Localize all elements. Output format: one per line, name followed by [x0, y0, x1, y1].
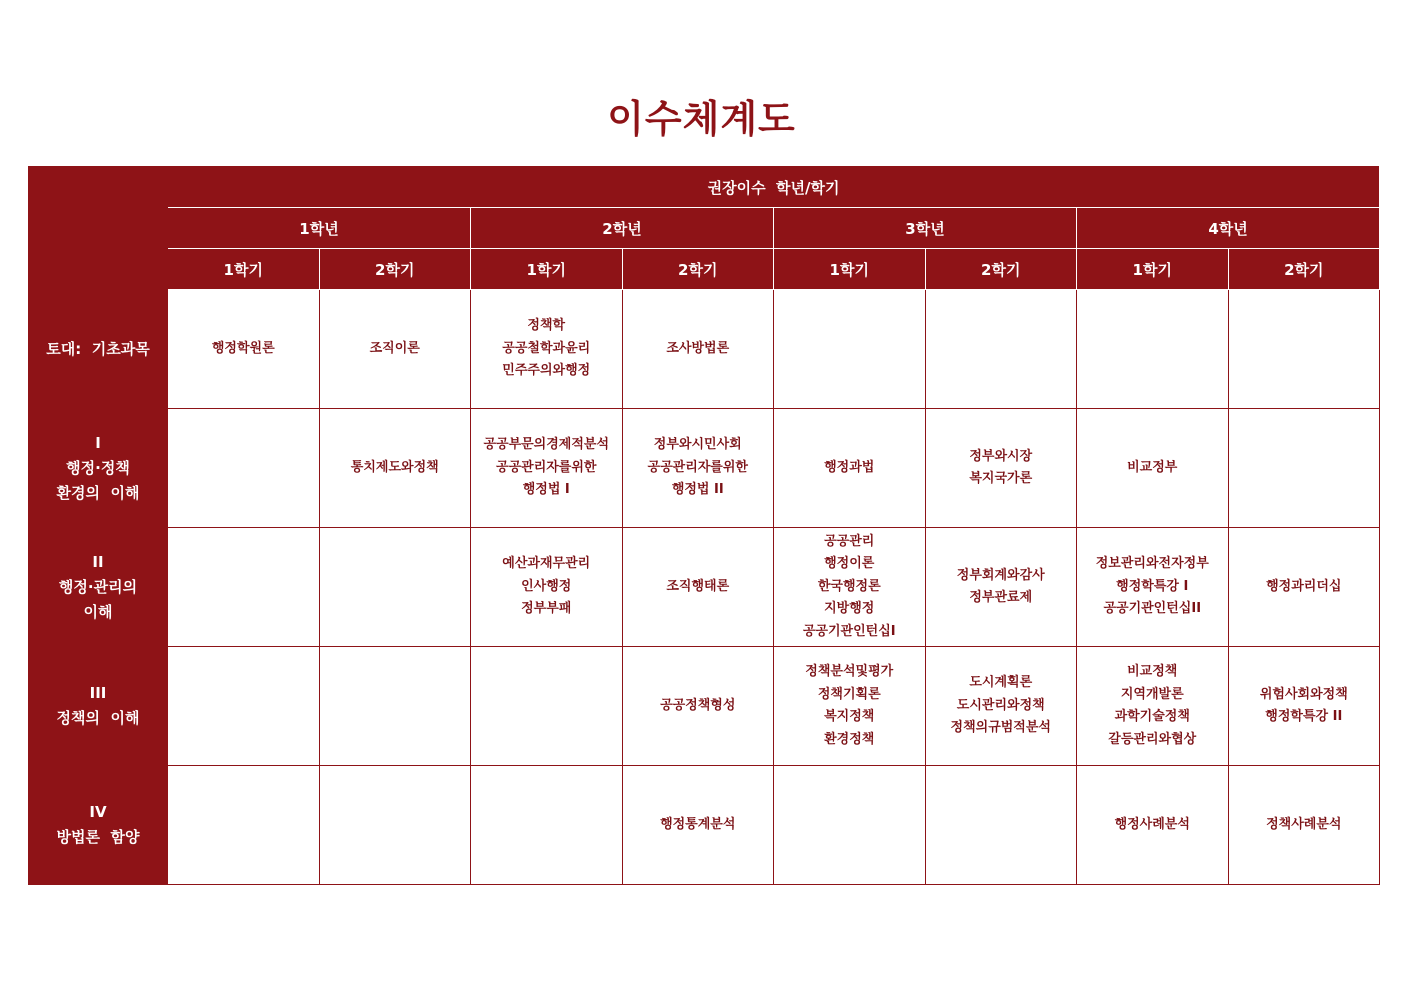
year-header: 3학년 — [774, 208, 1077, 249]
course-name: 행정이론 — [824, 556, 875, 572]
course-name: 정보관리와전자정부 — [1095, 556, 1209, 572]
course-cell — [622, 528, 774, 647]
course-name: 정부와시민사회 — [653, 437, 742, 453]
course-name: 행정학특강 I — [1116, 578, 1189, 594]
course-name: 과학기술정책 — [1114, 709, 1190, 724]
table-body — [29, 290, 1380, 885]
course-cell — [471, 647, 623, 766]
category-label — [29, 647, 168, 766]
course-cell — [471, 290, 623, 409]
course-name: 행정법 I — [522, 482, 570, 498]
course-name: 지방행정 — [824, 601, 875, 617]
category-label-line: I — [95, 433, 101, 452]
course-name: 정책사례분석 — [1266, 816, 1342, 832]
course-name: 행정과리더십 — [1266, 578, 1342, 594]
course-name: 행정학특강 II — [1265, 709, 1343, 724]
category-label — [29, 528, 168, 647]
course-name: 한국행정론 — [817, 578, 881, 594]
course-cell — [774, 528, 926, 647]
course-name: 공공관리자를위한 — [647, 459, 748, 475]
course-cell — [622, 766, 774, 885]
semester-header: 2학기 — [319, 249, 471, 290]
header-row-top — [29, 167, 1380, 208]
semester-header: 1학기 — [1077, 249, 1229, 290]
course-name: 조직행태론 — [666, 578, 730, 594]
course-name: 정부회계와감사 — [956, 567, 1045, 583]
semester-header: 2학기 — [622, 249, 774, 290]
year-header: 4학년 — [1077, 208, 1380, 249]
course-name: 비교정부 — [1127, 459, 1178, 475]
course-name: 복지정책 — [824, 709, 875, 724]
course-name: 인사행정 — [521, 578, 572, 594]
course-name: 행정사례분석 — [1114, 816, 1190, 832]
category-label-line: 행정·관리의 — [58, 577, 138, 596]
course-name: 도시계획론 — [969, 675, 1033, 691]
course-cell — [319, 290, 471, 409]
category-label-line: II — [92, 552, 104, 571]
course-cell — [925, 290, 1077, 409]
table-row — [29, 766, 1380, 885]
page-title: 이수체계도 — [607, 97, 796, 141]
category-label-line: III — [89, 684, 107, 702]
course-name: 조사방법론 — [666, 340, 730, 356]
category-label-line: 토대: 기초과목 — [46, 339, 150, 358]
category-label — [29, 766, 168, 885]
course-name: 민주주의와행정 — [502, 363, 591, 379]
course-cell — [319, 528, 471, 647]
course-name: 비교정책 — [1127, 664, 1178, 679]
course-cell — [1228, 647, 1380, 766]
header-row-years — [29, 208, 1380, 249]
course-cell — [1228, 528, 1380, 647]
category-label — [29, 409, 168, 528]
course-name: 행정통계분석 — [660, 816, 736, 832]
category-label-line: 이해 — [83, 602, 113, 621]
course-name: 예산과재무관리 — [502, 556, 591, 572]
course-cell — [925, 647, 1077, 766]
course-name: 통치제도와정책 — [350, 459, 439, 475]
course-name: 정부와시장 — [969, 448, 1033, 464]
course-cell — [774, 647, 926, 766]
corner-cell — [29, 167, 168, 290]
recommended-period-header: 권장이수 학년/학기 — [168, 167, 1380, 208]
semester-header: 1학기 — [774, 249, 926, 290]
course-name: 공공정책형성 — [660, 697, 736, 713]
course-cell — [471, 409, 623, 528]
course-cell — [1228, 409, 1380, 528]
course-cell — [1077, 409, 1229, 528]
course-cell — [319, 766, 471, 885]
course-name: 행정법 II — [671, 482, 724, 498]
course-cell — [168, 647, 320, 766]
category-label-line: 행정·정책 — [66, 458, 130, 477]
course-cell — [925, 528, 1077, 647]
course-cell — [1077, 290, 1229, 409]
course-name: 정책기획론 — [817, 686, 881, 702]
table-row — [29, 290, 1380, 409]
semester-header: 1학기 — [471, 249, 623, 290]
course-name: 공공철학과윤리 — [502, 340, 591, 356]
course-name: 공공관리자를위한 — [496, 459, 597, 475]
course-name: 위험사회와정책 — [1259, 686, 1348, 702]
course-name: 지역개발론 — [1120, 686, 1184, 702]
category-label — [29, 290, 168, 409]
course-name: 공공부문의경제적분석 — [483, 437, 610, 453]
semester-header: 1학기 — [168, 249, 320, 290]
course-name: 갈등관리와협상 — [1108, 731, 1197, 747]
course-cell — [622, 290, 774, 409]
course-cell — [471, 766, 623, 885]
table-row — [29, 528, 1380, 647]
course-cell — [168, 528, 320, 647]
category-label-line: 환경의 이해 — [56, 483, 140, 502]
course-cell — [774, 409, 926, 528]
course-name: 정부부패 — [521, 601, 572, 617]
course-cell — [168, 409, 320, 528]
course-name: 조직이론 — [369, 340, 420, 356]
year-header: 1학년 — [168, 208, 471, 249]
course-name: 행정과법 — [824, 459, 875, 475]
category-label-line: 방법론 함양 — [56, 828, 140, 846]
course-name: 정책분석및평가 — [805, 664, 894, 679]
header-row-semesters — [29, 249, 1380, 290]
course-name: 정부관료제 — [969, 590, 1033, 605]
course-cell — [925, 409, 1077, 528]
course-name: 정책의규범적분석 — [950, 720, 1051, 736]
semester-header: 2학기 — [925, 249, 1077, 290]
course-cell — [774, 766, 926, 885]
course-cell — [774, 290, 926, 409]
course-cell — [925, 766, 1077, 885]
course-cell — [168, 290, 320, 409]
course-name: 공공기관인턴십I — [802, 623, 896, 639]
table-row — [29, 409, 1380, 528]
course-name: 복지국가론 — [969, 471, 1033, 486]
course-cell — [319, 647, 471, 766]
course-name: 행정학원론 — [211, 340, 275, 356]
course-name: 공공기관인턴십II — [1103, 601, 1202, 617]
course-cell — [319, 409, 471, 528]
course-cell — [622, 647, 774, 766]
course-name: 도시관리와정책 — [956, 697, 1045, 713]
course-cell — [622, 409, 774, 528]
year-header: 2학년 — [471, 208, 774, 249]
category-label-line: 정책의 이해 — [56, 709, 140, 727]
table-row — [29, 647, 1380, 766]
course-cell — [1228, 766, 1380, 885]
course-cell — [1228, 290, 1380, 409]
course-cell — [168, 766, 320, 885]
course-name: 정책학 — [527, 318, 566, 334]
course-cell — [1077, 647, 1229, 766]
course-cell — [1077, 528, 1229, 647]
curriculum-table — [28, 166, 1380, 885]
course-name: 환경정책 — [824, 731, 875, 747]
course-name: 공공관리 — [824, 533, 875, 549]
semester-header: 2학기 — [1228, 249, 1380, 290]
course-cell — [471, 528, 623, 647]
course-cell — [1077, 766, 1229, 885]
category-label-line: IV — [89, 803, 107, 821]
